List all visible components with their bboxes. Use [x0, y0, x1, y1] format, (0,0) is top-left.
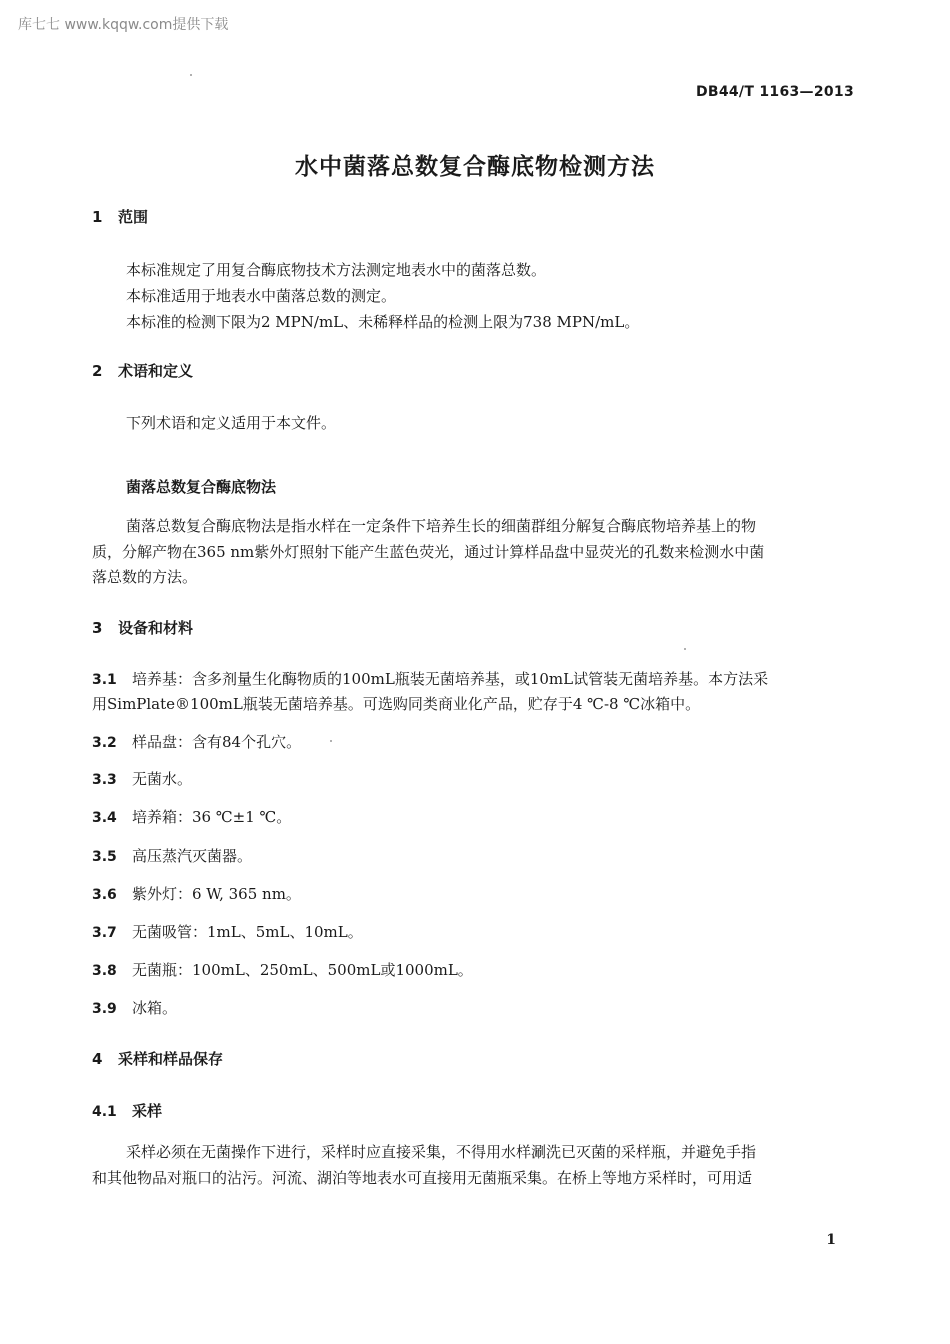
- subsection-title: 采样: [132, 1102, 163, 1120]
- scan-speck: [330, 740, 332, 742]
- paragraph: 下列术语和定义适用于本文件。: [126, 414, 337, 432]
- item-number: 3.8: [92, 963, 117, 979]
- section-3-heading: [92, 617, 193, 638]
- item-3-5: [92, 845, 252, 866]
- page-title: 水中菌落总数复合酶底物检测方法: [295, 154, 655, 180]
- subsection-4-1-heading: [92, 1100, 162, 1121]
- paragraph: 本标准的检测下限为2 MPN/mL、未稀释样品的检测上限为738 MPN/mL。: [126, 313, 640, 331]
- standard-code: DB44/T 1163—2013: [695, 84, 854, 100]
- item-number: 3.6: [92, 887, 117, 903]
- item-3-6: [92, 883, 301, 904]
- item-text: 冰箱。: [132, 999, 178, 1017]
- item-number: 3.5: [92, 849, 117, 865]
- paragraph: 本标准适用于地表水中菌落总数的测定。: [126, 287, 397, 305]
- scan-speck: [190, 74, 192, 76]
- item-text: 培养基：含多剂量生化酶物质的100mL瓶装无菌培养基，或10mL试管装无菌培养基。本方法采: [132, 670, 769, 688]
- section-number: 1: [92, 208, 103, 226]
- item-3-9: [92, 997, 177, 1018]
- item-number: 3.3: [92, 772, 117, 788]
- section-title: 术语和定义: [118, 362, 194, 380]
- item-3-1: [92, 668, 768, 689]
- page-number: 1: [826, 1232, 836, 1248]
- item-3-2: [92, 731, 301, 752]
- term-title: 菌落总数复合酶底物法: [126, 478, 277, 496]
- section-1-heading: [92, 206, 148, 227]
- section-title: 采样和样品保存: [118, 1050, 224, 1068]
- item-text: 无菌吸管：1mL、5mL、10mL。: [132, 923, 363, 941]
- paragraph: 本标准规定了用复合酶底物技术方法测定地表水中的菌落总数。: [126, 261, 547, 279]
- item-text: 无菌瓶：100mL、250mL、500mL或1000mL。: [132, 961, 473, 979]
- item-3-4: [92, 806, 291, 827]
- item-3-3: [92, 768, 192, 789]
- item-text: 无菌水。: [132, 770, 193, 788]
- item-number: 3.9: [92, 1001, 117, 1017]
- item-text: 紫外灯：6 W, 365 nm。: [132, 885, 301, 903]
- item-3-7: [92, 921, 363, 942]
- watermark: 库七七 www.kqqw.com提供下载: [18, 17, 229, 33]
- section-title: 设备和材料: [118, 619, 194, 637]
- definition-line: 落总数的方法。: [92, 568, 198, 586]
- item-number: 3.4: [92, 810, 117, 826]
- subsection-number: 4.1: [92, 1104, 117, 1120]
- item-3-8: [92, 959, 473, 980]
- definition-line: 菌落总数复合酶底物法是指水样在一定条件下培养生长的细菌群组分解复合酶底物培养基上的物: [126, 517, 757, 535]
- section-4-heading: [92, 1048, 223, 1069]
- item-text-continued: 用SimPlate®100mL瓶装无菌培养基。可选购同类商业化产品，贮存于4 ℃-8 ℃冰箱中。: [92, 695, 701, 713]
- definition-line: 质，分解产物在365 nm紫外灯照射下能产生蓝色荧光，通过计算样品盘中显荧光的孔数来检测水中菌: [92, 543, 765, 561]
- section-number: 3: [92, 619, 103, 637]
- item-text: 高压蒸汽灭菌器。: [132, 847, 253, 865]
- section-2-heading: [92, 360, 193, 381]
- item-number: 3.7: [92, 925, 117, 941]
- section-number: 4: [92, 1050, 103, 1068]
- item-number: 3.1: [92, 672, 117, 688]
- section-title: 范围: [118, 208, 149, 226]
- paragraph-line: 和其他物品对瓶口的沾污。河流、湖泊等地表水可直接用无菌瓶采集。在桥上等地方采样时，可用适: [92, 1169, 753, 1187]
- item-text: 培养箱：36 ℃±1 ℃。: [132, 808, 292, 826]
- item-text: 样品盘：含有84个孔穴。: [132, 733, 302, 751]
- scan-speck: [684, 648, 686, 650]
- item-number: 3.2: [92, 735, 117, 751]
- section-number: 2: [92, 362, 103, 380]
- paragraph-line: 采样必须在无菌操作下进行，采样时应直接采集，不得用水样涮洗已灭菌的采样瓶，并避免手指: [126, 1143, 757, 1161]
